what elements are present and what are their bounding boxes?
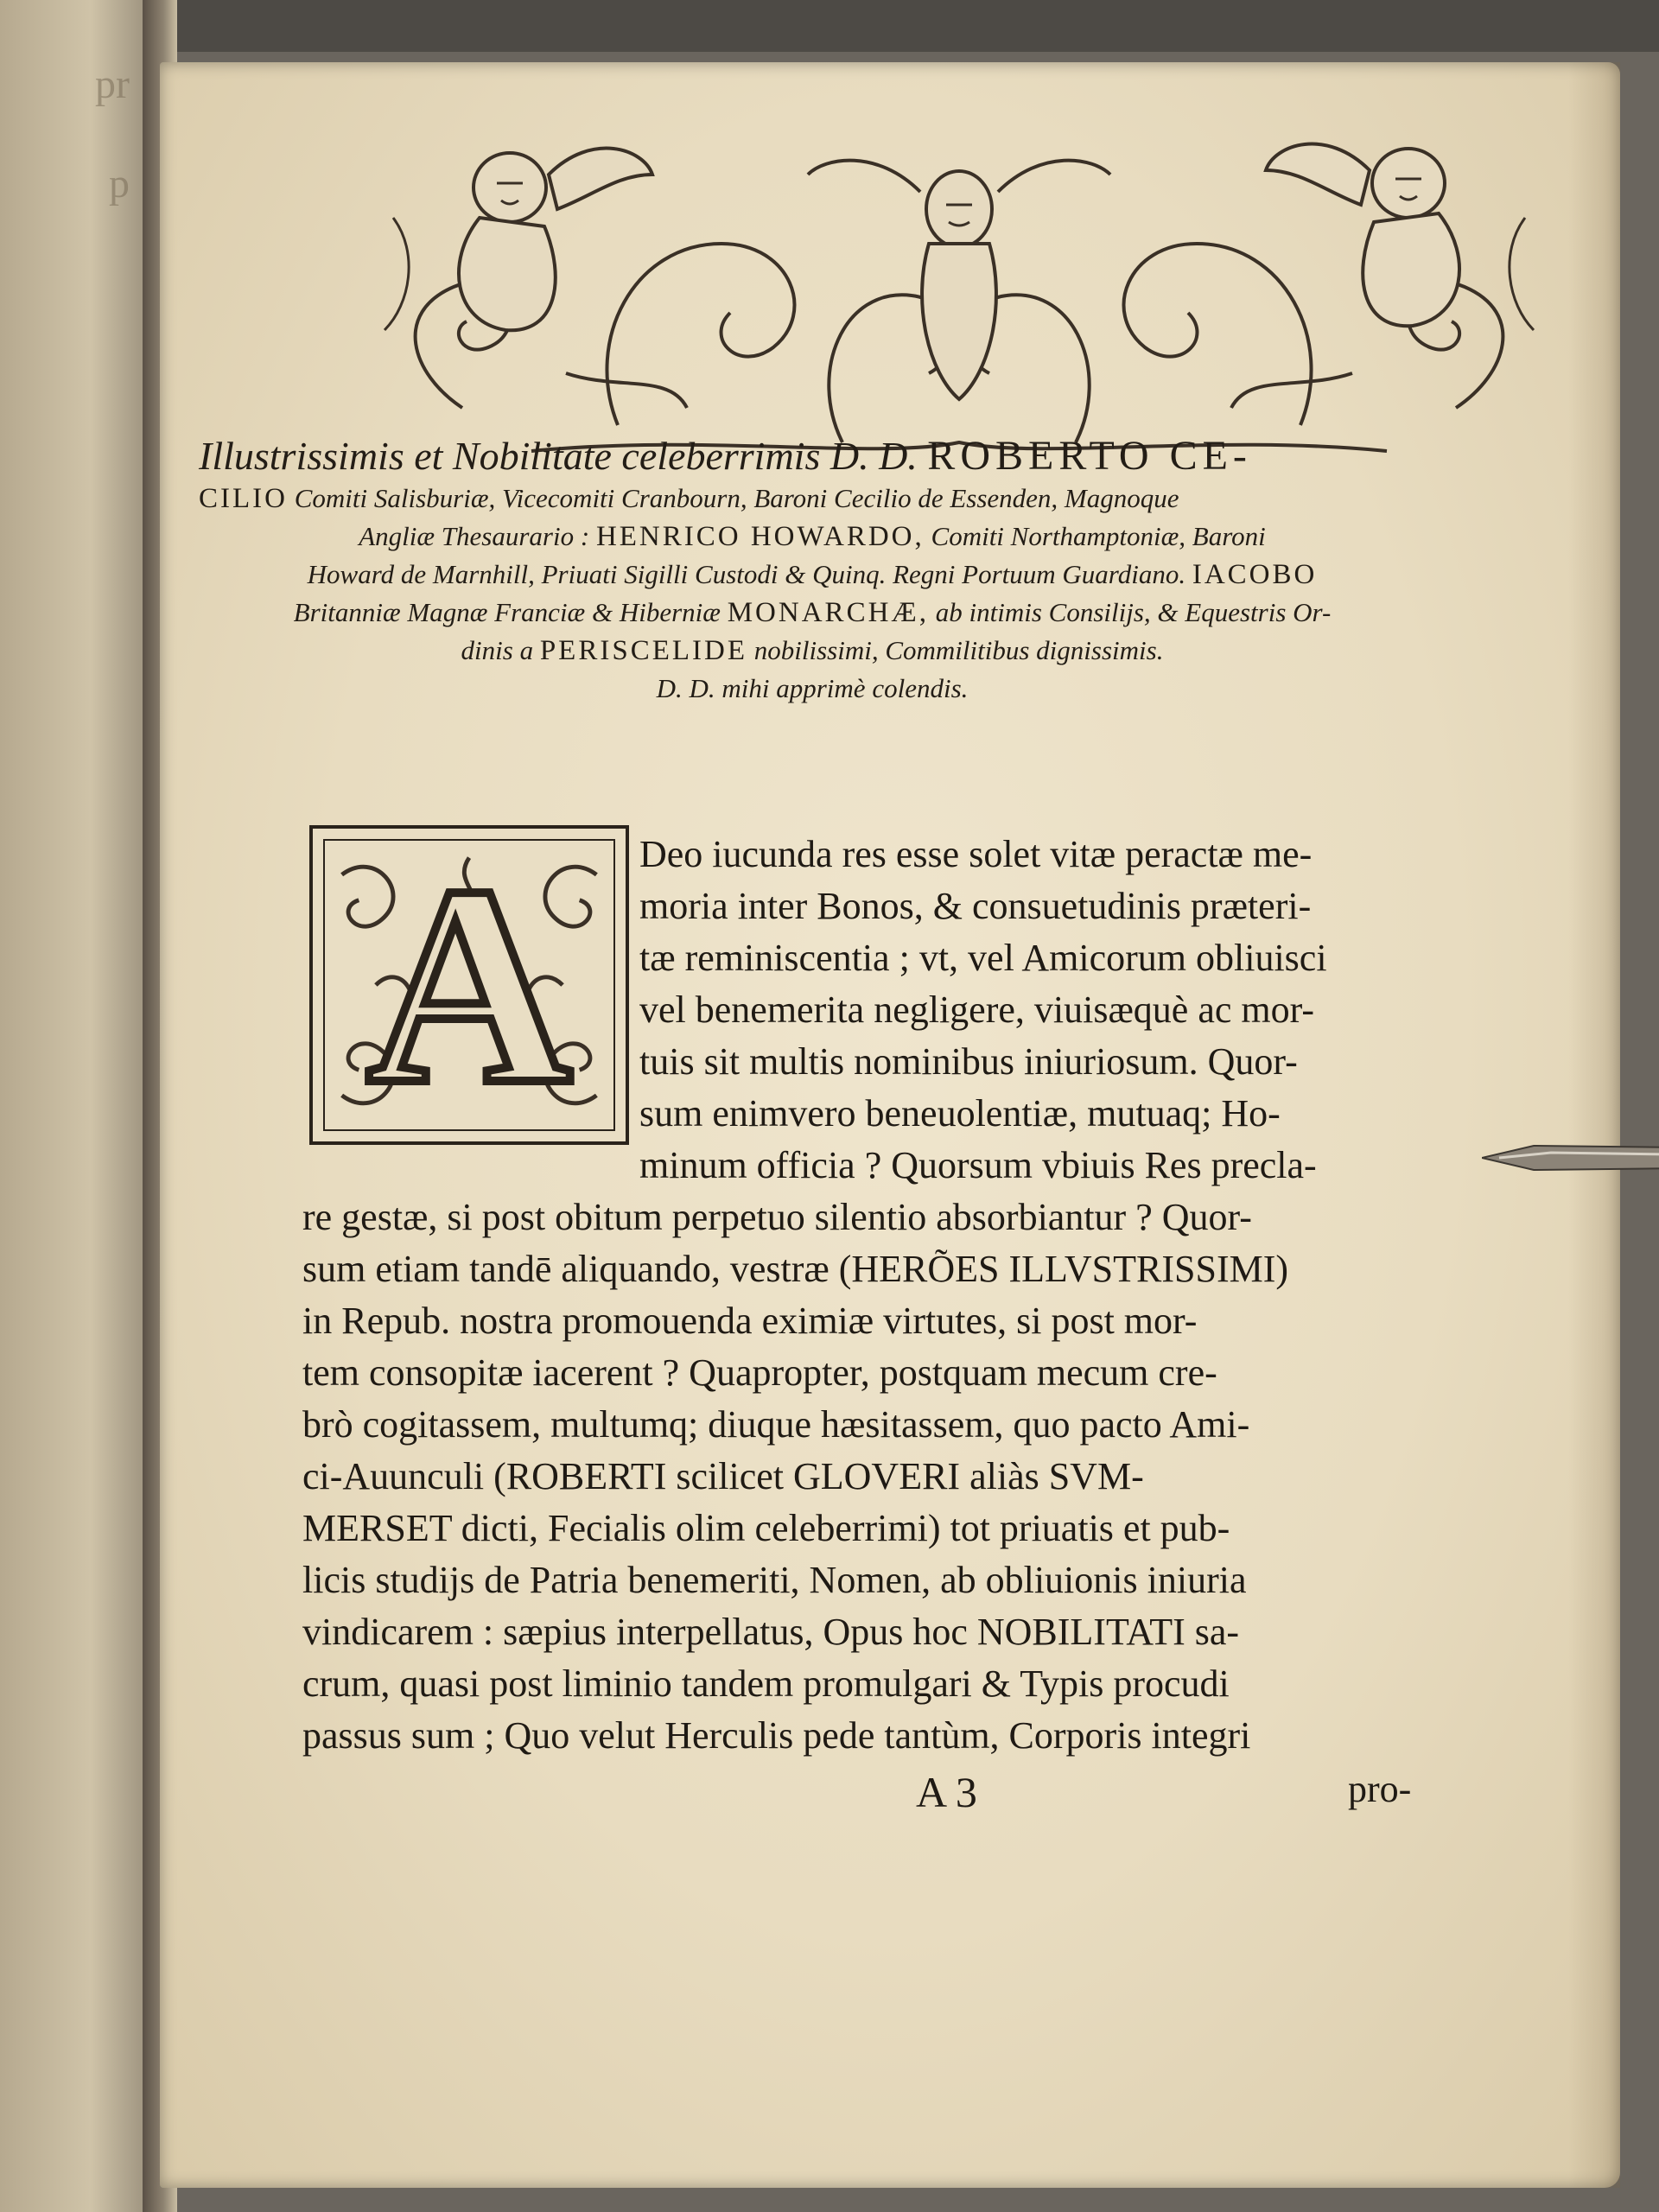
body-line: passus sum ; Quo velut Herculis pede tantùm, Corporis integri — [302, 1714, 1251, 1757]
dedication-line — [164, 594, 1460, 632]
dedication-line — [164, 670, 1460, 708]
dedication-text: Comiti Northamptoniæ, Baroni — [924, 521, 1266, 551]
dedication-text: Comiti Salisburiæ, Vicecomiti Cranbourn, Baroni Cecilio de Essenden, Magnoque — [287, 483, 1179, 513]
body-line: MERSET dicti, Fecialis olim celeberrimi) tot priuatis et pub- — [302, 1507, 1230, 1549]
facing-page-edge — [0, 0, 164, 2212]
dedication — [164, 432, 1460, 708]
dedication-line — [164, 518, 1460, 556]
body-line: Deo iucunda res esse solet vitæ peractæ me- — [639, 833, 1313, 875]
dedication-name: IACOBO — [1192, 559, 1318, 590]
dedication-line — [164, 480, 1460, 518]
dedication-name: MONARCHÆ, — [727, 597, 930, 628]
dedication-name: ROBERTO CE- — [927, 433, 1252, 479]
body-line: vindicarem : sæpius interpellatus, Opus hoc NOBILITATI sa- — [302, 1611, 1240, 1653]
decorated-initial — [309, 825, 629, 1145]
body-line: vel benemerita negligere, viuisæquè ac mor- — [639, 988, 1315, 1031]
body-line: tæ reminiscentia ; vt, vel Amicorum obliuisci — [639, 937, 1327, 979]
initial-letter: A — [365, 839, 573, 1131]
catchword: pro- — [1348, 1768, 1412, 1810]
dedication-name: HENRICO HOWARDO, — [595, 521, 925, 552]
body-line: tem consopitæ iacerent ? Quapropter, postquam mecum cre- — [302, 1351, 1217, 1394]
dedication-text: nobilissimi, Commilitibus dignissimis. — [747, 635, 1164, 665]
dedication-name: PERISCELIDE — [539, 635, 747, 666]
dedication-line — [164, 432, 1460, 480]
body-line: moria inter Bonos, & consuetudinis præteri- — [639, 885, 1312, 927]
dedication-text: D. D. mihi apprimè colendis. — [656, 673, 969, 703]
page-holder-blade — [1482, 1139, 1659, 1177]
facing-page-fragment: pr — [95, 61, 130, 107]
body-line: sum enimvero beneuolentiæ, mutuaq; Ho- — [639, 1092, 1281, 1135]
dedication-name: CILIO — [199, 483, 288, 514]
body-line: crum, quasi post liminio tandem promulgari & Typis procudi — [302, 1662, 1230, 1705]
backdrop — [0, 0, 1659, 52]
body-line: tuis sit multis nominibus iniuriosum. Quor- — [639, 1040, 1298, 1083]
dedication-text: Britanniæ Magnæ Franciæ & Hiberniæ — [293, 597, 728, 627]
facing-page-text — [0, 60, 130, 259]
facing-page-fragment: p — [109, 161, 130, 207]
body-line: minum officia ? Quorsum vbiuis Res preclа- — [639, 1144, 1317, 1186]
dedication-text: ab intimis Consilijs, & Equestris Or- — [929, 597, 1332, 627]
body-line: in Repub. nostra promouenda eximiæ virtutes, si post mor- — [302, 1300, 1198, 1342]
dedication-text: dinis a — [461, 635, 540, 665]
dedication-text: Illustrissimis et Nobilitate celeberrimis D. D. — [199, 434, 928, 478]
body-line: licis studijs de Patria benemeriti, Nomen, ab obliuionis iniuria — [302, 1559, 1247, 1601]
body-line: re gestæ, si post obitum perpetuo silentio absorbiantur ? Quor- — [302, 1196, 1252, 1238]
body-line: sum etiam tandē aliquando, vestræ (HERÕES ILLVSTRISSIMI) — [302, 1248, 1289, 1290]
woodcut-headpiece — [359, 114, 1560, 468]
dedication-text: Angliæ Thesaurario : — [359, 521, 596, 551]
dedication-text: Howard de Marnhill, Priuati Sigilli Custodi & Quinq. Regni Portuum Guardiano. — [307, 559, 1192, 589]
page-edge-shadow — [1568, 62, 1620, 2188]
dedication-line — [164, 632, 1460, 670]
body-line: ci-Auunculi (ROBERTI scilicet GLOVERI aliàs SVM- — [302, 1455, 1144, 1497]
body-line: brò cogitassem, multumq; diuque hæsitassem, quo pacto Ami- — [302, 1403, 1250, 1446]
signature-mark: A 3 — [916, 1768, 977, 1816]
dedication-line — [164, 556, 1460, 594]
